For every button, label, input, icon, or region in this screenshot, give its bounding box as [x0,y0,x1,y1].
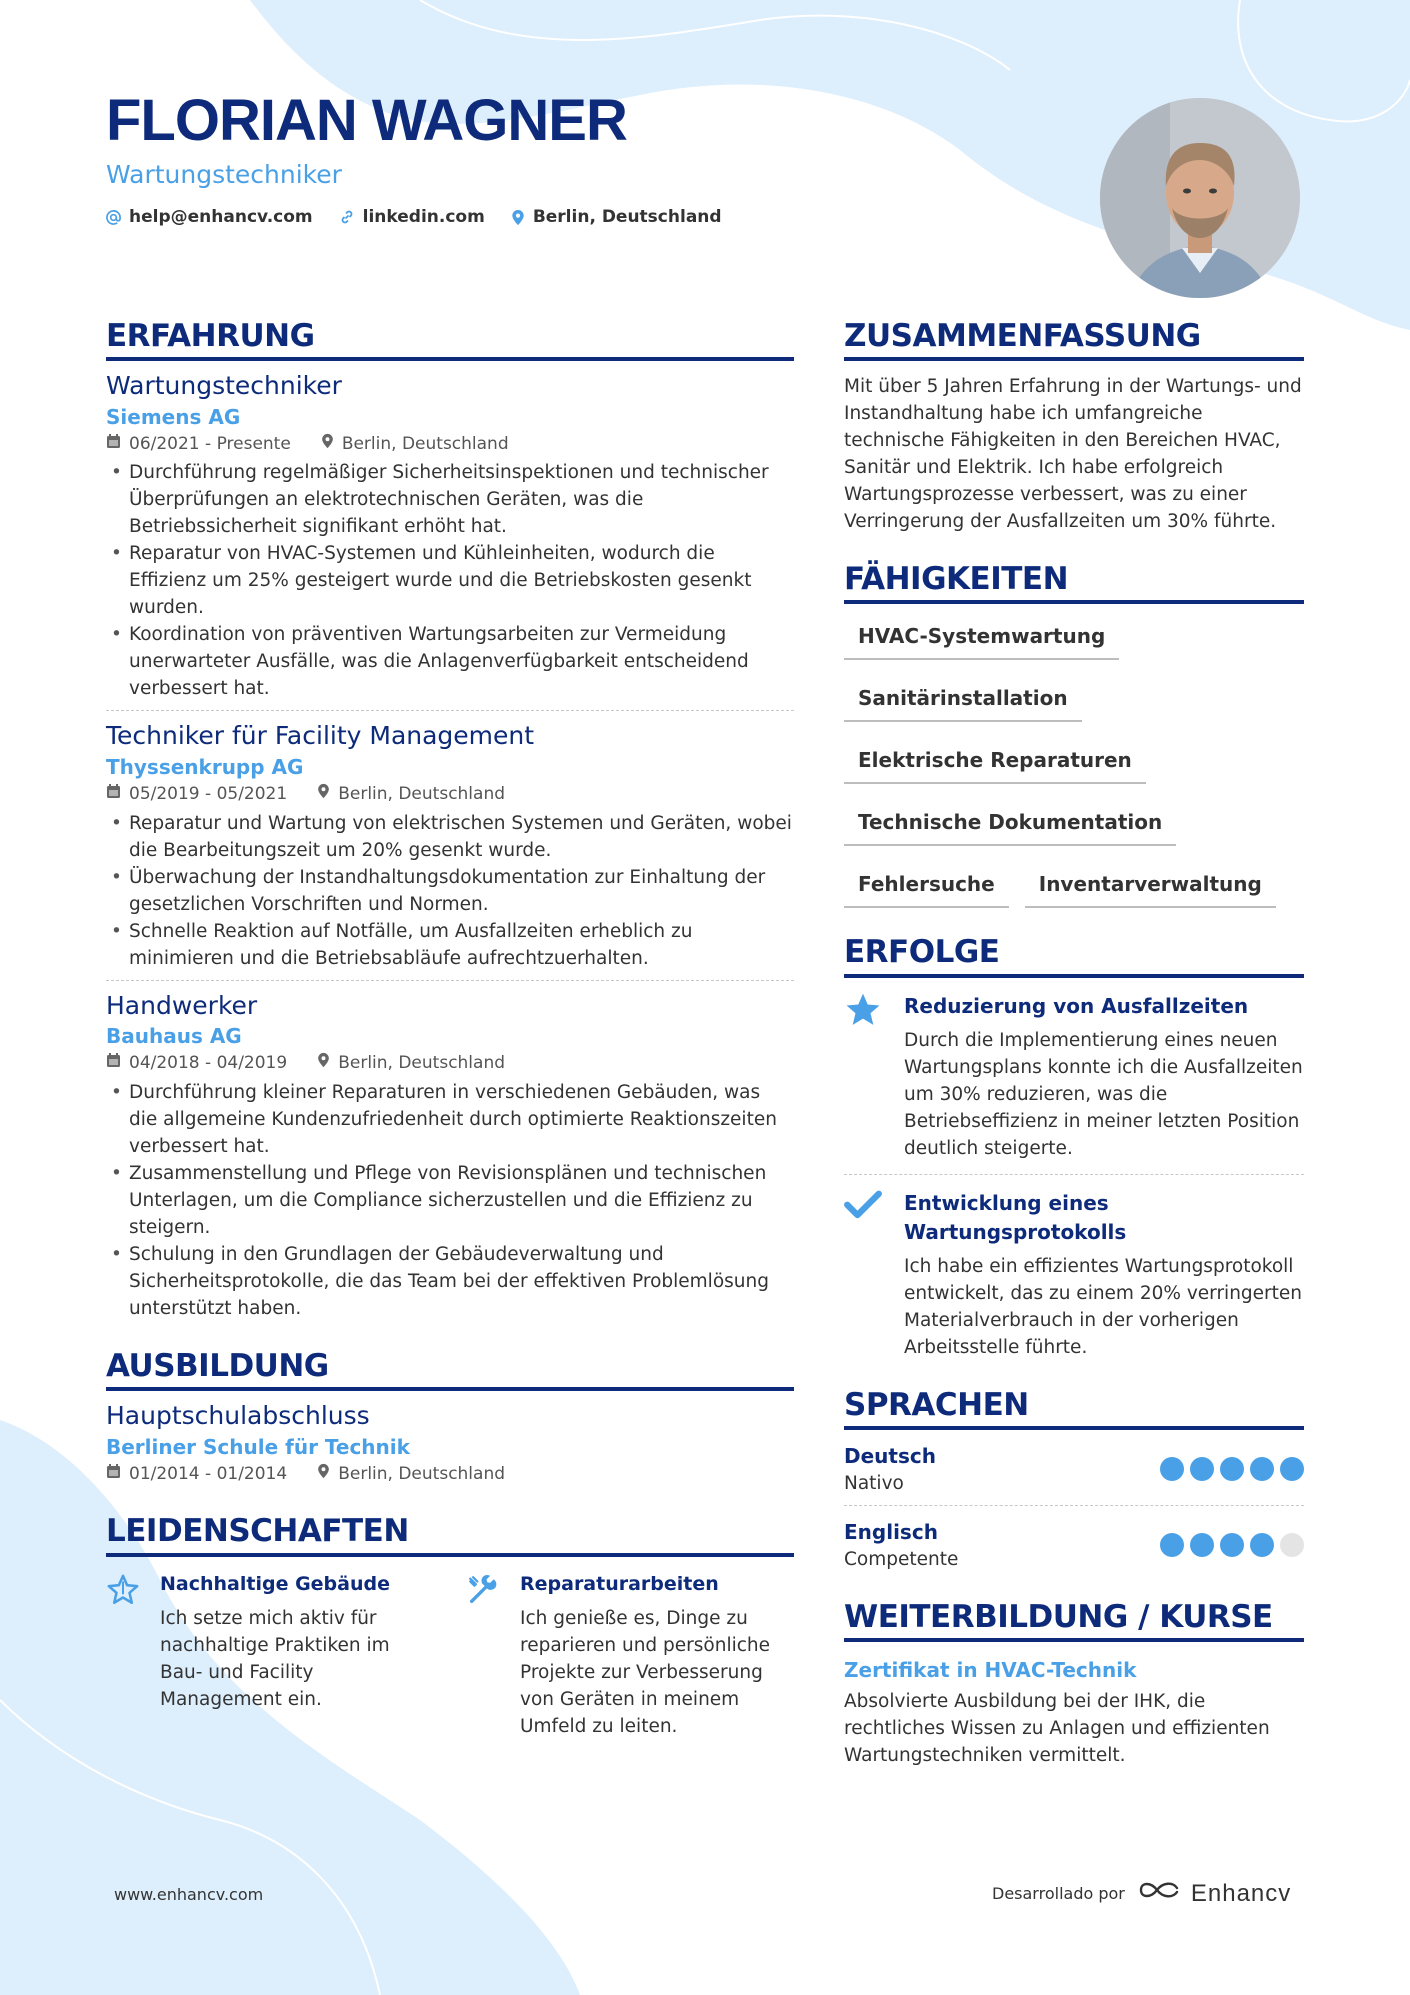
skill-tag: HVAC-Systemwartung [844,616,1119,660]
bullet: • Überwachung der Instandhaltungsdokumentation zur Einhaltung der gesetzlichen Vorschriften und Normen. [106,864,794,918]
education-location: Berlin, Deutschland [338,1463,506,1484]
language-name: Englisch [844,1519,938,1544]
bullet: • Reparatur von HVAC-Systemen und Kühleinheiten, wodurch die Effizienz um 25% gesteigert wurde und die Betriebskosten gesenkt wurden. [106,540,794,621]
footer-branding [992,1878,1291,1909]
school-name: Berliner Schule für Technik [106,1434,410,1459]
job-entry [106,980,794,1322]
job-bullets [106,810,794,972]
language-item [844,1430,1304,1497]
bullet: • Zusammenstellung und Pflege von Revisionsplänen und technischen Unterlagen, um die Compliance sicherzustellen und die Effizienz zu steigern. [106,1160,794,1241]
tools-icon [466,1571,506,1741]
bullet: • Schulung in den Grundlagen der Gebäudeverwaltung und Sicherheitsprotokolle, die das Team bei der effektiven Problemlösung unterstützt haben. [106,1241,794,1322]
bullet: • Durchführung kleiner Reparaturen in verschiedenen Gebäuden, was die allgemeine Kundenzufriedenheit durch optimierte Reaktionszeiten verbessert hat. [106,1079,794,1160]
bullet: • Reparatur und Wartung von elektrischen Systemen und Geräten, wobei die Bearbeitungszeit um 20% gesenkt wurde. [106,810,794,864]
skill-tag: Elektrische Reparaturen [844,740,1146,784]
experience-heading: ERFAHRUNG [106,318,794,361]
achievement-text: Durch die Implementierung eines neuen Wartungsplans konnte ich die Ausfallzeiten um 30% reduzieren, was die Betriebseffizienz in meiner letzten Position deutlich steigerte. [904,1029,1303,1159]
location-icon [317,1462,330,1488]
contact-linkedin-text: linkedin.com [362,207,485,227]
job-location: Berlin, Deutschland [338,784,506,805]
job-bullets [106,459,794,702]
education-heading: AUSBILDUNG [106,1348,794,1391]
bullet: • Schnelle Reaktion auf Notfälle, um Ausfallzeiten erheblich zu minimieren und die Betriebsabläufe aufrechtzuerhalten. [106,918,794,972]
job-location: Berlin, Deutschland [338,1053,506,1074]
rating-dot-filled [1280,1457,1304,1481]
rating-dot-filled [1220,1533,1244,1557]
at-icon [106,210,121,225]
job-title: Handwerker [106,990,258,1020]
contact-email-text: help@enhancv.com [129,207,313,227]
brand-name: Enhancv [1190,1879,1292,1907]
job-title: Wartungstechniker [106,371,342,401]
calendar-icon [106,1051,121,1077]
location-icon [511,209,525,226]
left-column [106,318,794,1740]
passion-title: Nachhaltige Gebäude [160,1572,390,1595]
contact-location-text: Berlin, Deutschland [532,207,722,227]
job-meta [106,432,794,458]
passion-text: Ich setze mich aktiv für nachhaltige Praktiken im Bau- und Facility Management ein. [160,1608,390,1711]
language-item [844,1505,1304,1573]
location-icon [321,432,334,458]
passion-title: Reparaturarbeiten [520,1572,719,1595]
bullet: • Koordination von präventiven Wartungsarbeiten zur Vermeidung unerwarteter Ausfälle, was die Anlagenverfügbarkeit entscheidend verbessert hat. [106,621,794,702]
language-level: Nativo [844,1472,904,1494]
location-icon [317,782,330,808]
summary-text: Mit über 5 Jahren Erfahrung in der Wartungs- und Instandhaltung habe ich umfangreiche technische Fähigkeiten in den Bereichen HVAC, Sanitär und Elektrik. Ich habe erfolgreich Wartungsprozesse verbessert, was zu einer Verringerung der Ausfallzeiten um 30% führte. [844,376,1302,533]
language-level: Competente [844,1548,959,1570]
passions-heading: LEIDENSCHAFTEN [106,1513,794,1556]
company-name: Siemens AG [106,404,241,429]
languages-heading: SPRACHEN [844,1387,1304,1430]
language-rating [1160,1533,1304,1557]
powered-by-text: Desarrollado por [992,1884,1125,1903]
star-outline-icon [106,1571,146,1741]
passions-list [106,1571,794,1741]
passion-item [106,1571,426,1741]
job-dates: 05/2019 - 05/2021 [129,784,288,805]
job-meta [106,782,794,808]
rating-dot-filled [1250,1457,1274,1481]
skills-heading: FÄHIGKEITEN [844,561,1304,604]
bullet: • Durchführung regelmäßiger Sicherheitsinspektionen und technischer Überprüfungen an elektrotechnischen Geräten, was die Betriebssicherheit signifikant erhöht hat. [106,459,794,540]
candidate-name: FLORIAN WAGNER [106,88,627,153]
skill-tag: Fehlersuche [844,864,1009,908]
achievement-item [844,1174,1304,1373]
passion-text: Ich genieße es, Dinge zu reparieren und persönliche Projekte zur Verbesserung von Geräten in meinem Umfeld zu leiten. [520,1608,771,1738]
language-rating [1160,1457,1304,1481]
job-entry [106,710,794,971]
candidate-title: Wartungstechniker [106,160,342,189]
job-dates: 04/2018 - 04/2019 [129,1053,288,1074]
rating-dot-filled [1190,1457,1214,1481]
job-location: Berlin, Deutschland [341,433,509,454]
summary-heading: ZUSAMMENFASSUNG [844,318,1304,361]
job-dates: 06/2021 - Presente [129,433,291,454]
job-bullets [106,1079,794,1322]
job-entry [106,361,794,702]
achievement-title: Reduzierung von Ausfallzeiten [904,993,1249,1018]
achievement-title: Entwicklung eines Wartungsprotokolls [904,1190,1127,1244]
education-dates: 01/2014 - 01/2014 [129,1463,288,1484]
contact-bar [106,207,722,227]
education-meta [106,1462,794,1488]
calendar-icon [106,782,121,808]
footer-website[interactable]: www.enhancv.com [114,1885,264,1904]
contact-email[interactable] [106,207,313,227]
rating-dot-filled [1160,1457,1184,1481]
calendar-icon [106,432,121,458]
calendar-icon [106,1462,121,1488]
company-name: Bauhaus AG [106,1024,242,1049]
link-icon [339,209,355,225]
education-entry [106,1391,794,1487]
job-title: Techniker für Facility Management [106,721,535,751]
enhancv-logo[interactable] [1137,1878,1291,1909]
right-column [844,318,1304,1769]
course-title: Zertifikat in HVAC-Technik [844,1657,1137,1682]
rating-dot-filled [1220,1457,1244,1481]
contact-linkedin[interactable] [339,207,485,227]
skill-tag: Technische Dokumentation [844,802,1176,846]
skills-list [844,616,1304,926]
skill-tag: Sanitärinstallation [844,678,1082,722]
profile-photo [1100,98,1300,298]
job-meta [106,1051,794,1077]
achievement-text: Ich habe ein effizientes Wartungsprotokoll entwickelt, das zu einem 20% verringerten Materialverbrauch in der vorherigen Arbeitsstelle führte. [904,1255,1303,1358]
rating-dot-filled [1190,1533,1214,1557]
achievement-item [844,978,1304,1174]
passion-item [466,1571,786,1741]
company-name: Thyssenkrupp AG [106,755,304,780]
infinity-icon [1137,1878,1183,1909]
rating-dot-empty [1280,1533,1304,1557]
course-text: Absolvierte Ausbildung bei der IHK, die rechtliches Wissen zu Anlagen und effizienten Wartungstechniken vermittelt. [844,1690,1270,1766]
achievements-heading: ERFOLGE [844,934,1304,977]
degree: Hauptschulabschluss [106,1401,370,1431]
skill-tag: Inventarverwaltung [1025,864,1276,908]
language-name: Deutsch [844,1443,936,1468]
check-icon [844,1189,886,1361]
rating-dot-filled [1250,1533,1274,1557]
rating-dot-filled [1160,1533,1184,1557]
contact-location [511,207,722,227]
location-icon [317,1051,330,1077]
star-icon [844,992,886,1162]
courses-heading: WEITERBILDUNG / KURSE [844,1599,1304,1642]
